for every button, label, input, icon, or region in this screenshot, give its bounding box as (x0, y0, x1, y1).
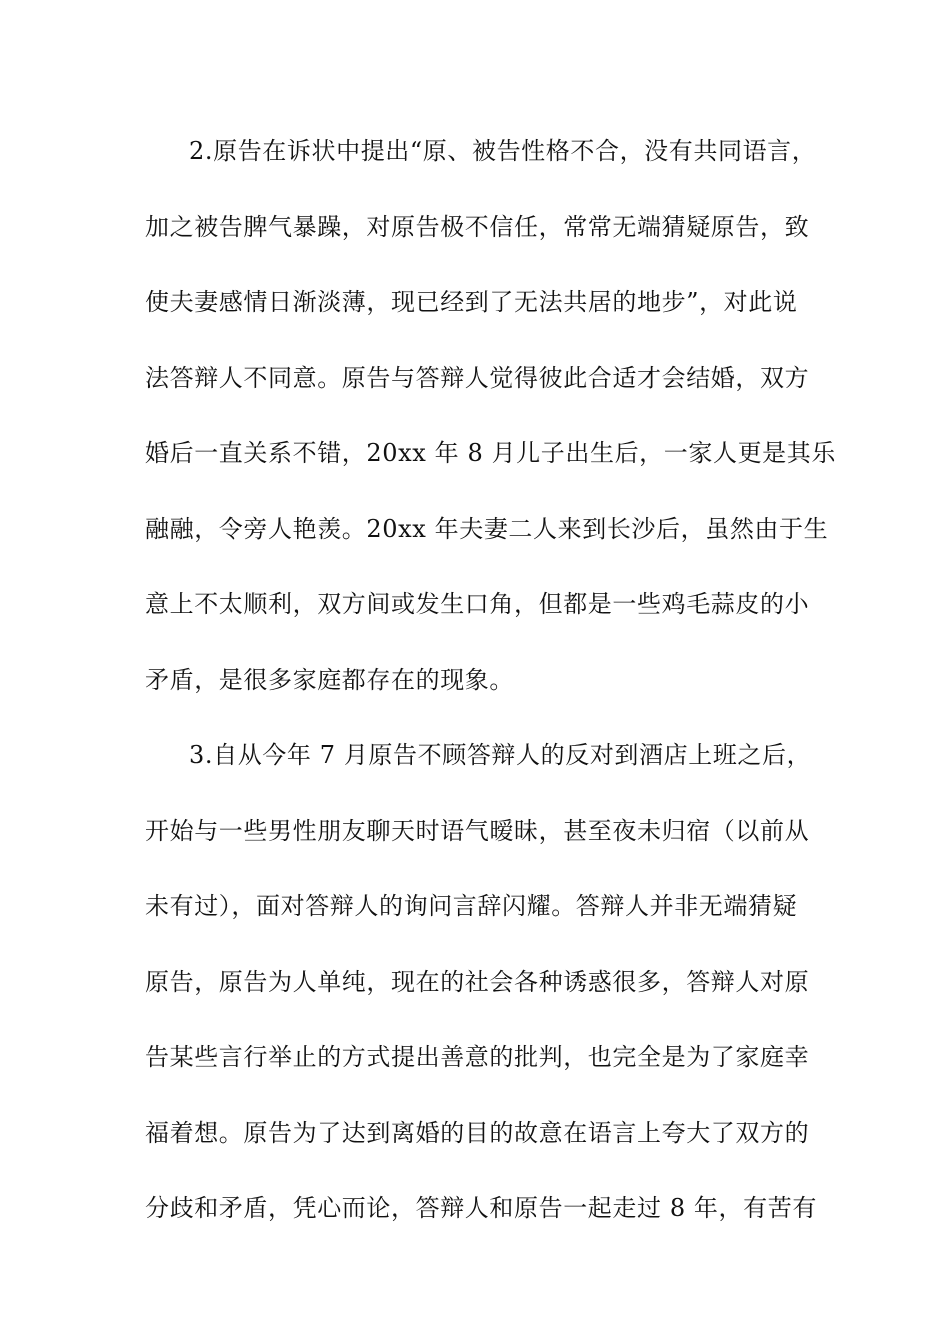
paragraph-2-line-8: 矛盾，是很多家庭都存在的现象。 (145, 665, 514, 694)
paragraph-3-line-3: 未有过），面对答辩人的询问言辞闪耀。答辩人并非无端猜疑 (145, 892, 798, 920)
paragraph-2-line-2: 加之被告脾气暴躁，对原告极不信任，常常无端猜疑原告，致 (145, 212, 810, 241)
paragraph-3-line-1: 3.自从今年 7 月原告不顾答辩人的反对到酒店上班之后， (189, 741, 812, 769)
paragraph-3-line-5: 告某些言行举止的方式提出善意的批判，也完全是为了家庭幸 (145, 1043, 810, 1071)
paragraph-3-line-2: 开始与一些男性朋友聊天时语气暧昧，甚至夜未归宿（以前从 (145, 816, 810, 845)
paragraph-2-line-1: 2.原告在诉状中提出“原、被告性格不合，没有共同语言， (189, 137, 817, 165)
paragraph-2-line-6: 融融，令旁人艳羡。20xx 年夫妻二人来到长沙后，虽然由于生 (145, 514, 829, 543)
paragraph-2-line-7: 意上不太顺利，双方间或发生口角，但都是一些鸡毛蒜皮的小 (145, 590, 810, 618)
paragraph-2-line-4: 法答辩人不同意。原告与答辩人觉得彼此合适才会结婚，双方 (145, 363, 810, 392)
paragraph-3-line-6: 福着想。原告为了达到离婚的目的故意在语言上夸大了双方的 (145, 1118, 810, 1147)
document-body (145, 129, 836, 1262)
paragraph-3-line-4: 原告，原告为人单纯，现在的社会各种诱惑很多，答辩人对原 (145, 967, 810, 996)
paragraph-2-line-3: 使夫妻感情日渐淡薄，现已经到了无法共居的地步”，对此说 (145, 288, 798, 316)
paragraph-2-line-5: 婚后一直关系不错，20xx 年 8 月儿子出生后，一家人更是其乐 (145, 439, 836, 467)
paragraph-3-line-7: 分歧和矛盾，凭心而论，答辩人和原告一起走过 8 年，有苦有 (145, 1194, 817, 1222)
